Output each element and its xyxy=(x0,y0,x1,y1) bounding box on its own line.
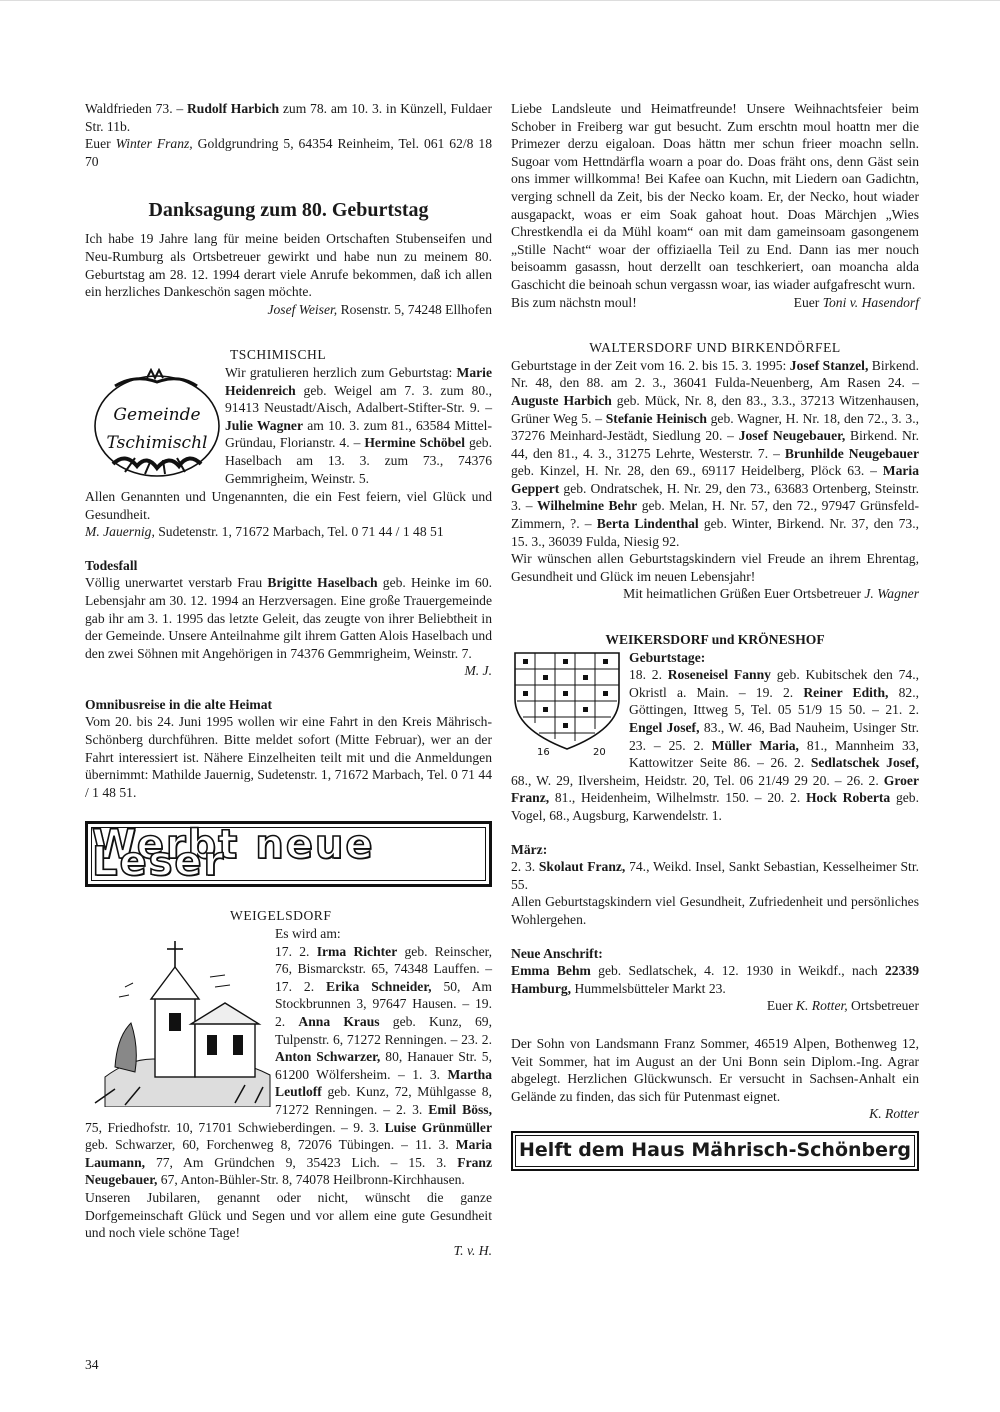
tschimischl-signature: M. Jauernig, Sudetenstr. 1, 71672 Marbach, Tel. 0 71 44 / 1 48 51 xyxy=(85,524,444,540)
werbt-neue-leser-banner xyxy=(85,821,492,887)
svg-text:Gemeinde: Gemeinde xyxy=(113,404,201,425)
weigelsdorf-section xyxy=(85,907,492,1259)
helft-dem-haus-banner xyxy=(511,1131,919,1171)
svg-text:20: 20 xyxy=(593,746,606,758)
letter-signature: Bis zum nächstn moul! Euer Toni v. Hasendorf xyxy=(511,294,919,310)
weikersdorf-subheading: Geburtstage: xyxy=(629,649,706,665)
church-image xyxy=(85,927,275,1107)
maerz-wishes: Allen Geburtstagskindern viel Gesundheit, Zufriedenheit und persönliches Wohlergehen. xyxy=(511,894,919,927)
omnibus-text: Vom 20. bis 24. Juni 1995 wollen wir eine Fahrt in den Kreis Mährisch-Schönberg durchführen. Bitte meldet sofort (Mitte Februar), wer an der Fahrt interessiert ist. Nähere Einzelheiten teilt mit und die Anmeldungen übernimmt: Mathilde Jauernig, Sudetenstr. 1, 71672 Marbach, Tel. 0 71 44 / 1 48 51. xyxy=(85,714,492,800)
waltersdorf-signature: Mit heimatlichen Grüßen Euer Ortsbetreuer J. Wagner xyxy=(623,586,919,602)
top-rule xyxy=(0,0,1000,1)
weigelsdorf-signature: T. v. H. xyxy=(453,1242,492,1258)
weikersdorf-heading: WEIKERSDORF und KRÖNESHOF xyxy=(605,632,825,648)
weikersdorf-signature: Euer K. Rotter, Ortsbetreuer xyxy=(766,998,919,1014)
sommer-text: Der Sohn von Landsmann Franz Sommer, 46519 Alpen, Bothenweg 12, Veit Sommer, hat im August an der Uni Bonn sein Diplom.-Ing. Agrar abgelegt. Herzlichen Glückwunsch. Er versucht in Sachsen-Anhalt ein Gelände zu finden, das sich für Putenmast eignet. xyxy=(511,1035,919,1104)
tschimischl-heading: TSCHIMISCHL xyxy=(230,347,327,363)
coat-of-arms-image xyxy=(511,649,629,759)
weigelsdorf-wishes: Unseren Jubilaren, genannt oder nicht, wünscht die ganze Dorfgemeinschaft Glück und Segen und vor allem eine gute Gesundheit und noch viele schöne Tage! xyxy=(85,1189,492,1241)
weikersdorf-text: 18. 2. Roseneisel Fanny geb. Kubitschek den 74., Okristl a. Main. – 19. 2. Reiner Edith, 82., Göttingen, Ittweg 5, Tel. 05 51/9 15 50. – 21. 2. Engel Josef, 83., W. 46, Bad Nauheim, Usinger Str. 23. – 25. 2. Müller Maria, 81., Mannheim 33, Kattowitzer Seite 86. – 26. 2. Sedlatschek Josef, 68., W. 29, Ilversheim, Heidstr. 20, Tel. 06 21/49 29 20. – 26. 2. Groer Franz, 81., Heidenheim, Wilhelmstr. 150. – 20. 2. Hock Roberta geb. Vogel, 68., Augsburg, Karwendelstr. 1. xyxy=(511,667,919,823)
neue-anschrift-heading: Neue Anschrift: xyxy=(511,945,603,961)
werbt-neue-leser-text: Werbt neue Leser xyxy=(91,827,486,881)
tschimischl-wishes: Allen Genannten und Ungenannten, die ein Fest feiern, viel Glück und Gesundheit. xyxy=(85,488,492,522)
waltersdorf-text: Geburtstage in der Zeit vom 16. 2. bis 15. 3. 1995: Josef Stanzel, Birkend. Nr. 48, den 88. am 2. 3., 36041 Fulda-Neuenberg, Am Rasen 24. – Auguste Harbich geb. Mück, Nr. 8, den 83., 3.3., 37213 Witzenhausen, Grüner Weg 5. – Stefanie Heinisch geb. Wagner, H. Nr. 18, den 72., 3. 3., 37276 Meinhard-Jestädt, Siedlung 20. – Josef Neugebauer, Birkend. Nr. 44, den 81., 4. 3., 31275 Lehrte, Westerstr. 7. – Brunhilde Neugebauer geb. Kinzel, H. Nr. 28, den 69., 69117 Heidelberg, Plöck 63. – Maria Geppert geb. Ondratschek, H. Nr. 29, den 73., 63683 Ortenberg, Steinstr. 3. – Wilhelmine Behr geb. Melan, H. Nr. 57, den 72., 97947 Grünsfeld-Zimmern, ?. – Berta Lindenthal geb. Winter, Birkend. Nr. 37, den 73., 15. 3., 36039 Fulda, Niesig 92. xyxy=(511,357,920,549)
weikersdorf-section xyxy=(511,631,919,1015)
todesfall-signature: M. J. xyxy=(464,663,492,679)
helft-dem-haus-text: Helft dem Haus Mährisch-Schönberg xyxy=(515,1135,915,1167)
todesfall-heading: Todesfall xyxy=(85,557,138,573)
weigelsdorf-heading: WEIGELSDORF xyxy=(230,908,332,924)
danksagung-text: Ich habe 19 Jahre lang für meine beiden Ortschaften Stubenseifen und Neu-Rumburg als Ortsbetreuer gewirkt und habe nun zu meinem 80. Geburtstag am 28. 12. 1994 derart viele Anrufe bekommen, daß ich allen ein herzliches Dankeschön sagen möchte. xyxy=(85,231,492,300)
maerz-text: 2. 3. Skolaut Franz, 74., Weikd. Insel, Sankt Sebastian, Kesselheimer Str. 55. xyxy=(511,859,919,892)
omnibus-heading: Omnibusreise in die alte Heimat xyxy=(85,696,273,712)
neue-anschrift-text: Emma Behm geb. Sedlatschek, 4. 12. 1930 in Weikdf., nach 22339 Hamburg, Hummelsbütteler Markt 23. xyxy=(511,963,919,996)
waltersdorf-wishes: Wir wünschen allen Geburtstagskindern viel Freude an ihrem Ehrentag, Gesundheit und Glück im neuen Lebensjahr! xyxy=(511,551,919,584)
intro-winter: Euer Winter Franz, Goldgrundring 5, 64354 Reinheim, Tel. 061 62/8 18 70 xyxy=(85,136,493,169)
tschimischl-section xyxy=(85,346,492,540)
sommer-signature: K. Rotter xyxy=(869,1106,919,1122)
intro-harbich: Waldfrieden 73. – Rudolf Harbich zum 78. am 10. 3. in Künzell, Fuldaer Str. 11b. xyxy=(85,101,492,134)
waltersdorf-heading: WALTERSDORF UND BIRKENDÖRFEL xyxy=(589,340,841,356)
svg-text:16: 16 xyxy=(537,746,550,758)
page-number: 34 xyxy=(85,1357,99,1372)
todesfall-text: Völlig unerwartet verstarb Frau Brigitte Haselbach geb. Heinke im 60. Lebensjahr am 30. 12. 1994 an Herzversagen. Eine große Trauergemeinde gab ihr am 3. 1. 1995 das letzte Geleit, das zeugte von ihrer Beliebtheit in der Gemeinde. Unsere Anteilnahme gilt ihrem Gatten Alois Haselbach und den zwei Söhnen mit Angehörigen in 74376 Gemmrigheim, Weinstr. 7. xyxy=(85,575,493,661)
maerz-heading: März: xyxy=(511,841,548,857)
gemeinde-seal-image xyxy=(85,368,225,488)
tschimischl-text: Wir gratulieren herzlich zum Geburtstag: Marie Heidenreich geb. Weigel am 7. 3. zum 80., 91413 Neustadt/Aisch, Adalbert-Stifter-Str. 9. – Julie Wagner am 10. 3. zum 81., 63584 Mittel-Gründau, Florianstr. 4. – Hermine Schöbel geb. Haselbach am 13. 3. zum 73., 74376 Gemmrigheim, Weinstr. 5. xyxy=(225,364,492,486)
left-column xyxy=(85,100,492,1259)
danksagung-signature: Josef Weiser, Rosenstr. 5, 74248 Ellhofen xyxy=(267,301,492,317)
christmas-letter: Liebe Landsleute und Heimatfreunde! Unsere Weihnachtsfeier beim Schober in Freiberg war gut besucht. Zum erschtn moul hoattn mer die Primezer derzu eigaloan. Doas hättn mer schun frieer moachn selln. Sugoar vom Hettndärfla woarn a poar do. Doas fräht ons, denn Gäst sein ons immer willkomma! Bei Kafee oan Kuchn, mit Liedern oan Gadichtn, verging schnell da Zeit, bis der Necko koam. Er, der Necko, hout wiader ausgapackt, woas er eim Soak gahoat hout. Doas Märchjen „Wies Chrestkendla ei da Mühl koam“ oan mit dam gameinsoam gasongenem „Stille Nacht“ woar der offiziaella Teil zu End. Dann ias mer nouch beisoamm gasassn, hout derzellt oan teschkeriert, oan moancha alda Gaschicht die beinoah schun vergassn woar, ias wiader aufgafrescht wurn. xyxy=(511,101,919,292)
right-column xyxy=(511,100,919,1171)
weigelsdorf-text: Es wird am: 17. 2. Irma Richter geb. Reinscher, 76, Bismarckstr. 65, 74348 Lauffen. – 17. 2. Erika Schneider, 50, Am Stockbrunnen 3, 97647 Hausen. – 19. 2. Anna Kraus geb. Kunz, 69, Tulpenstr. 6, 71272 Renningen. – 23. 2. Anton Schwarzer, 80, Hanauer Str. 5, 61200 Wölfersheim. – 1. 3. Martha Leutloff geb. Kunz, 72, Mühlgasse 8, 71272 Renningen. – 2. 3. Emil Böss, 75, Friedhofstr. 10, 71701 Schwieberdingen. – 9. 3. Luise Grünmüller geb. Schwarzer, 60, Forchenweg 8, 72076 Tübingen. – 11. 3. Maria Laumann, 77, Am Gründchen 9, 35423 Lich. – 15. 3. Franz Neugebauer, 67, Anton-Bühler-Str. 8, 74078 Heilbronn-Kirchhausen. xyxy=(85,926,493,1188)
danksagung-heading: Danksagung zum 80. Geburtstag xyxy=(148,199,429,222)
svg-text:Tschimischl: Tschimischl xyxy=(106,432,208,453)
